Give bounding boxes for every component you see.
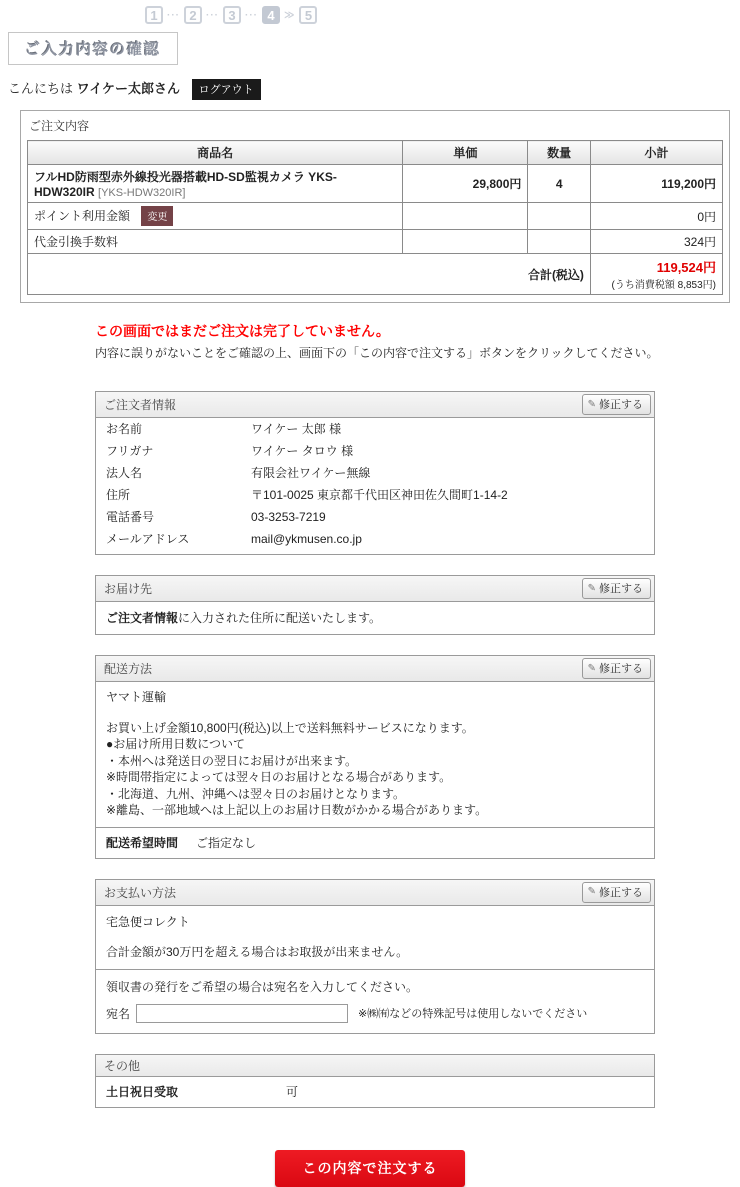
order-summary-box [20,110,730,303]
column-header-quantity: 数量 [528,141,591,165]
column-header-product: 商品名 [28,141,403,165]
step-3: 3 [223,6,241,24]
payment-method-name: 宅急便コレクト [106,914,190,929]
field-value: 03-3253-7219 [251,510,326,524]
empty-cell [528,230,591,254]
edit-button-label: 修正する [599,399,643,411]
section-title: その他 [104,1058,141,1073]
addressee-note: ※㈱㈲などの特殊記号は使用しないでください [358,1008,588,1021]
field-value: 〒101-0025 東京都千代田区神田佐久間町1-14-2 [251,488,508,502]
delivery-note-emphasis: ご注文者情報 [106,611,179,625]
unit-price-cell: 29,800円 [403,165,528,203]
empty-cell [528,203,591,230]
customer-field-row [96,418,654,440]
empty-cell [403,203,528,230]
customer-field-row [96,484,654,506]
addressee-label: 宛名 [106,1006,131,1021]
delivery-time-value: ご指定なし [196,835,257,850]
order-table [27,140,723,295]
edit-shipping-button[interactable] [582,658,651,679]
product-name: フルHD防雨型赤外線投光器搭載HD-SD監視カメラ YKS-HDW320IR [34,170,337,199]
payment-details [96,906,654,969]
receipt-block [96,969,654,1033]
incomplete-order-notice [95,321,740,361]
edit-icon: ✎ [587,398,596,410]
step-separator-icon: ··· [245,9,258,21]
edit-button-label: 修正する [599,583,643,595]
customer-field-row [96,506,654,528]
total-tax-note: (うち消費税額 8,853円) [611,280,716,291]
payment-method-note: 合計金額が30万円を超える場合はお取扱が出来ません。 [106,944,409,959]
step-arrow-icon: ≫ [284,9,296,21]
weekend-pickup-value: 可 [286,1084,299,1099]
total-value-cell [590,254,722,295]
cod-fee-row [28,230,723,254]
field-value: ワイケー 太郎 様 [251,422,342,436]
edit-icon: ✎ [587,886,596,898]
product-row [28,165,723,203]
total-amount: 119,524円 [656,260,716,275]
shipping-note-line: ・本州へは発送日の翌日にお届けが出来ます。 [106,753,358,768]
other-header [96,1055,654,1077]
field-value: mail@ykmusen.co.jp [251,532,362,546]
field-label: 法人名 [106,466,143,480]
column-header-subtotal: 小計 [590,141,722,165]
field-label: 住所 [106,488,131,502]
customer-field-row [96,528,654,554]
order-box-title: ご注文内容 [29,119,90,133]
step-separator-icon: ··· [167,9,180,21]
field-value: ワイケー タロウ 様 [251,444,354,458]
delivery-note-rest: に入力された住所に配送いたします。 [178,611,382,625]
edit-customer-button[interactable] [582,394,651,415]
logout-button[interactable]: ログアウト [192,79,261,100]
addressee-input[interactable] [136,1004,348,1023]
section-title: お支払い方法 [104,885,177,900]
customer-field-row [96,462,654,484]
greeting-line [8,78,740,100]
product-name-cell [28,165,403,203]
instruction-text: 内容に誤りがないことをご確認の上、画面下の「この内容で注文する」ボタンをクリックしてください。 [95,346,659,360]
customer-info-header [96,392,654,418]
field-label: お名前 [106,422,143,436]
field-value: 有限会社ワイケー無線 [251,466,371,480]
step-4-active: 4 [262,6,280,24]
subtotal-cell: 119,200円 [590,165,722,203]
shipping-note-line: ※離島、一部地域へは上記以上のお届け日数がかかる場合があります。 [106,803,488,818]
customer-field-row [96,440,654,462]
field-label: 電話番号 [106,510,155,524]
delivery-address-section [95,575,655,635]
quantity-cell: 4 [528,165,591,203]
step-2: 2 [184,6,202,24]
user-name: ワイケー太郎さん [76,81,180,96]
field-label: フリガナ [106,444,154,458]
shipping-note-line: ●お届け所用日数について [106,737,246,752]
empty-cell [403,230,528,254]
greeting-prefix: こんにちは [8,81,74,96]
point-row [28,203,723,230]
submit-order-button[interactable]: この内容で注文する [275,1150,465,1187]
section-title: ご注文者情報 [104,398,177,412]
addressee-row [106,1004,644,1023]
shipping-note-line: ・北海道、九州、沖縄へは翌々日のお届けとなります。 [106,786,406,801]
step-5: 5 [299,6,317,24]
edit-icon: ✎ [587,582,596,594]
point-label: ポイント利用金額 [34,209,131,223]
section-title: お届け先 [104,582,153,596]
change-points-button[interactable]: 変更 [141,206,173,226]
cod-fee-value-cell: 324円 [590,230,722,254]
table-header-row [28,141,723,165]
warning-text: この画面ではまだご注文は完了していません。 [95,323,390,339]
section-title: 配送方法 [104,662,153,676]
total-label-cell: 合計(税込) [28,254,591,295]
shipping-details [96,682,654,827]
payment-method-section [95,879,655,1034]
weekend-pickup-label: 土日祝日受取 [106,1084,179,1099]
shipping-method-section [95,655,655,859]
total-row [28,254,723,295]
page-title: ご入力内容の確認 [8,32,178,65]
weekend-pickup-row [96,1077,654,1107]
step-indicator [145,5,740,25]
shipping-note-line: ※時間帯指定によっては翌々日のお届けとなる場合があります。 [106,770,452,785]
carrier-name: ヤマト運輸 [106,690,167,704]
field-label: メールアドレス [106,532,190,546]
delivery-time-row [96,827,654,858]
point-value-cell: 0円 [590,203,722,230]
edit-button-label: 修正する [599,663,643,675]
step-1: 1 [145,6,163,24]
other-section [95,1054,655,1108]
point-label-cell [28,203,403,230]
delivery-note [96,602,654,634]
shipping-note-line: お買い上げ金額10,800円(税込)以上で送料無料サービスになります。 [106,720,474,735]
step-separator-icon: ··· [206,9,219,21]
delivery-address-header [96,576,654,602]
cod-fee-label-cell: 代金引換手数料 [28,230,403,254]
delivery-time-label: 配送希望時間 [106,835,179,850]
edit-icon: ✎ [587,662,596,674]
shipping-method-header [96,656,654,682]
column-header-unit-price: 単価 [403,141,528,165]
customer-info-section [95,391,655,555]
edit-button-label: 修正する [599,886,643,899]
product-code: [YKS-HDW320IR] [98,187,186,199]
payment-method-header [96,880,654,906]
edit-delivery-button[interactable] [582,578,651,599]
receipt-note: 領収書の発行をご希望の場合は宛名を入力してください。 [106,979,419,994]
